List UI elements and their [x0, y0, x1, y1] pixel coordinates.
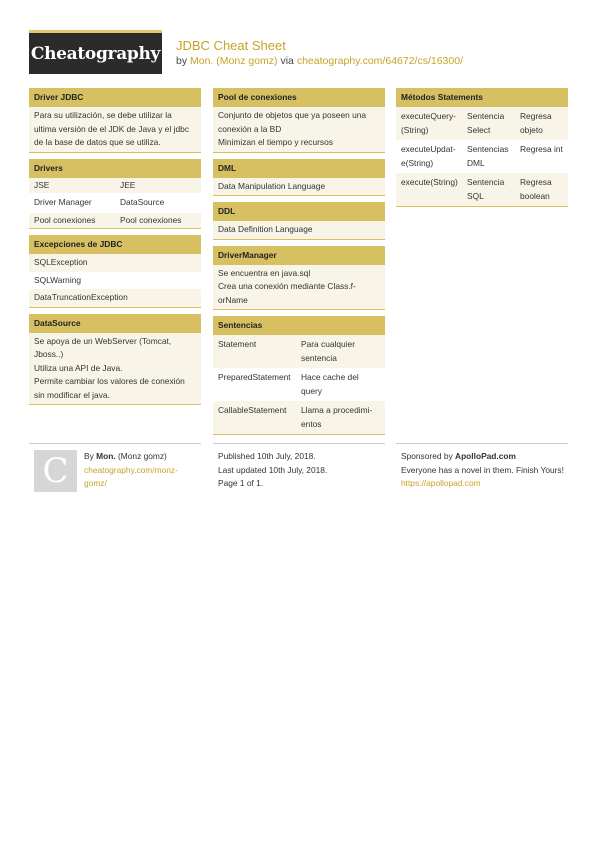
table-row: [29, 193, 201, 213]
table-row: [29, 178, 201, 194]
table-cell: CallableStatement: [218, 405, 287, 415]
section-title: Excepciones de JDBC: [29, 235, 201, 254]
page-number: Page 1 of 1.: [218, 478, 264, 488]
section-excepciones: [29, 235, 201, 308]
column-1: [29, 88, 201, 411]
author-name: Mon.: [96, 451, 116, 461]
byline: [176, 55, 463, 67]
author-handle: (Monz gomz): [117, 451, 167, 461]
table-cell: Regresa int: [520, 144, 563, 154]
table-row: [29, 213, 201, 229]
sponsor-prefix: Sponsored by: [401, 451, 453, 461]
table-cell: JSE: [34, 179, 50, 190]
updated-date: Last updated 10th July, 2018.: [218, 464, 328, 475]
section-metodos-statements: [396, 88, 568, 207]
section-drivermanager: [213, 246, 385, 311]
table-cell: execute(String): [401, 177, 458, 187]
section-ddl: [213, 202, 385, 240]
section-sentencias: [213, 316, 385, 435]
table-cell: Sentencias DML: [467, 144, 509, 168]
table-cell: DataSource: [120, 197, 165, 207]
text-line: Se encuentra en java.sql: [218, 267, 311, 278]
list-item: SQLException: [29, 254, 201, 272]
published-date: Published 10th July, 2018.: [218, 451, 316, 461]
footer-publish-info: [218, 450, 383, 491]
sponsor-text: Everyone has a novel in them. Finish Yours!: [401, 464, 564, 475]
section-title: Drivers: [29, 159, 201, 178]
table-cell: Regresa boolean: [520, 177, 552, 201]
section-title: Métodos Statements: [396, 88, 568, 107]
table-cell: PreparedStatement: [218, 372, 291, 382]
sponsor-link[interactable]: https://apollopad.com: [401, 478, 481, 488]
via-text: via: [280, 55, 294, 67]
logo-text: Cheatography: [30, 43, 161, 64]
column-3: [396, 88, 568, 213]
table-cell: Hace cache del query: [301, 372, 359, 396]
sponsor-name: ApolloPad.com: [455, 451, 516, 461]
by-text: by: [176, 55, 188, 67]
section-title: Driver JDBC: [29, 88, 201, 107]
list-item: SQLWarning: [34, 274, 82, 285]
table-row: [213, 401, 385, 434]
section-title: DML: [213, 159, 385, 178]
section-title: DDL: [213, 202, 385, 221]
section-title: Pool de conexiones: [213, 88, 385, 107]
author-avatar[interactable]: [34, 450, 77, 492]
table-cell: Driver Manager: [34, 197, 92, 207]
footer-divider: [396, 443, 568, 444]
table-cell: Llama a procedimientos: [301, 405, 373, 429]
table-cell: Para cualquier sentencia: [301, 339, 356, 363]
section-title: DriverManager: [213, 246, 385, 265]
section-datasource: [29, 314, 201, 406]
table-cell: Regresa objeto: [520, 111, 552, 135]
section-pool: [213, 88, 385, 153]
table-cell: Pool conexiones: [120, 214, 182, 225]
table-cell: Pool conexiones: [34, 214, 96, 225]
text-line: Minimizan el tiempo y recursos: [218, 137, 333, 147]
footer-author: [84, 450, 199, 491]
table-row: [396, 173, 568, 206]
section-driver-jdbc: [29, 88, 201, 153]
by-prefix: By: [84, 451, 94, 461]
author-profile-link[interactable]: cheatography.com/monz-gomz/: [84, 464, 178, 488]
table-row: [213, 335, 385, 368]
footer-divider: [29, 443, 201, 444]
text-line: Permite cambiar los valores de conexión sin modificar el java.: [34, 376, 185, 400]
text-line: Se apoya de un WebServer (Tomcat, Jboss..): [34, 335, 172, 359]
table-cell: Statement: [218, 339, 257, 349]
text-line: Conjunto de objetos que ya poseen una conexión a la BD: [218, 110, 367, 134]
column-2: [213, 88, 385, 441]
cheatography-logo[interactable]: [29, 30, 162, 74]
table-cell: executeUpdate(String): [401, 144, 456, 168]
page-title: JDBC Cheat Sheet: [176, 38, 286, 53]
author-link[interactable]: Mon. (Monz gomz): [190, 55, 278, 67]
footer-divider: [213, 443, 385, 444]
section-text: Data Manipulation Language: [213, 178, 385, 196]
section-drivers: [29, 159, 201, 230]
section-title: Sentencias: [213, 316, 385, 335]
avatar-letter: C: [42, 451, 69, 491]
table-cell: Sentencia Select: [467, 111, 505, 135]
section-title: DataSource: [29, 314, 201, 333]
table-row: [396, 140, 568, 173]
sheet-url-link[interactable]: cheatography.com/64672/cs/16300/: [296, 55, 463, 67]
table-row: [213, 368, 385, 401]
table-cell: executeQuery(String): [401, 111, 456, 135]
table-row: [396, 107, 568, 140]
table-cell: Sentencia SQL: [467, 177, 505, 201]
text-line: Crea una conexión mediante Class.forName: [218, 281, 356, 305]
table-cell: JEE: [120, 179, 136, 190]
footer-sponsor: [401, 450, 566, 491]
text-line: Utiliza una API de Java.: [34, 362, 123, 373]
section-text: Data Definition Language: [213, 221, 385, 239]
section-dml: [213, 159, 385, 197]
section-text: Para su utilización, se debe utilizar la ultima versión de el JDK de Java y el jdbc de la base de datos que se utiliza.: [29, 107, 201, 152]
list-item: DataTruncationException: [29, 289, 201, 307]
